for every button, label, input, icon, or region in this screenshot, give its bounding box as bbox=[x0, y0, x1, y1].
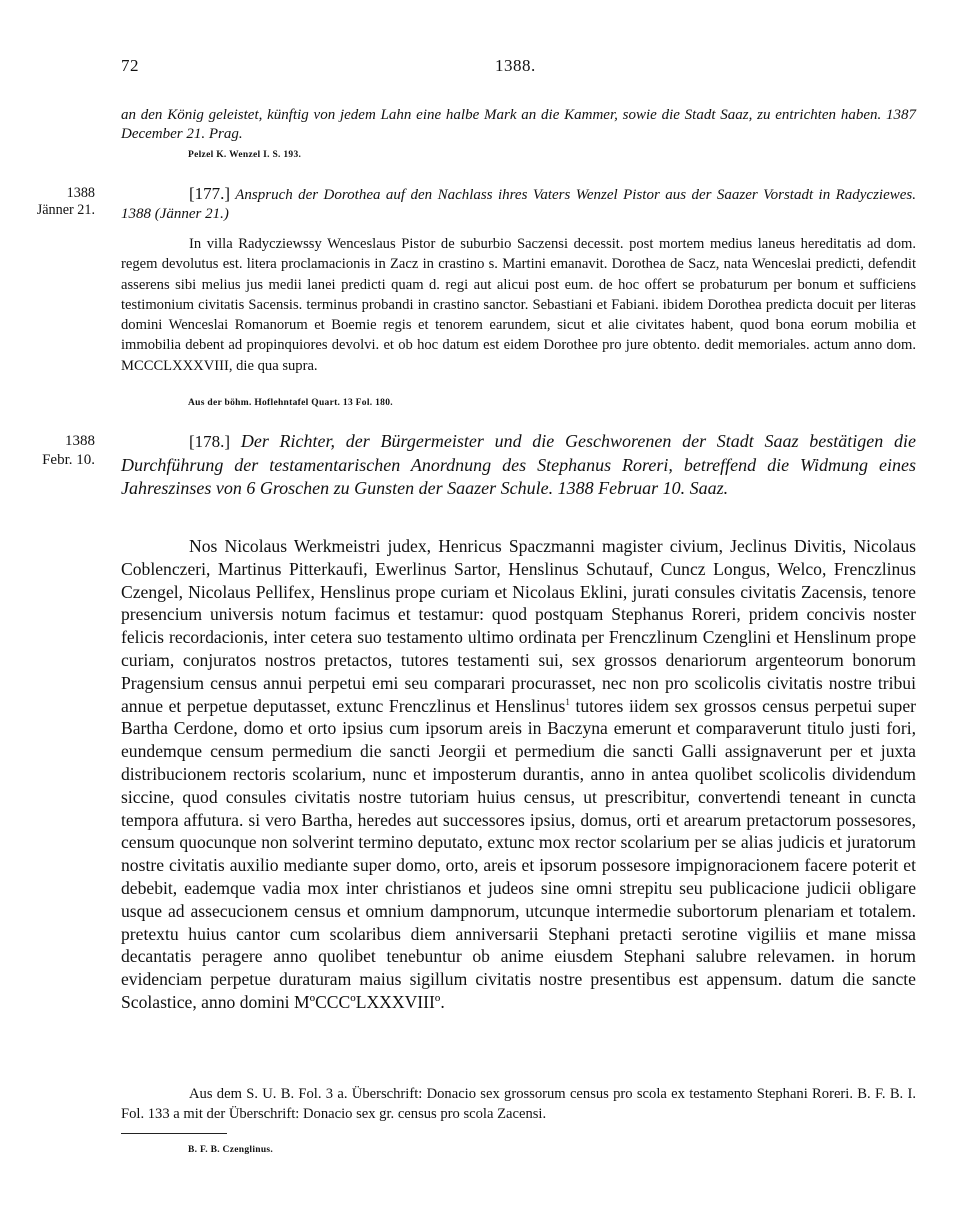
doc178-body-part1: Nos Nicolaus Werkmeistri judex, Henricus Spaczmanni magister civium, Jeclinus Divitis, Nicolaus Coblenczeri, Martinus Pitterkaufi, Ewerlinus Sartor, Henslinus Schutauf, Cuncz Longus, Welco, Frenczlinus Czengel, Nicolaus Pellifex, Henslinus prope curiam et Nicolaus Eklini, jurati consules civitatis Zacensis, tenore presencium universis notum facimus et testamur: quod postquam Stephanus Roreri, pridem concivis noster felicis recordacionis, inter cetera suo testamento ultimo ordinata per Frenczlinum Czenglini et Henslinum prope curiam, conjuratos nostros pretactos, tutores testamenti sui, sex grossos denariorum argenteorum bonorum Pragensium census annui perpetui emi seu comparari procurasset, nec non pro scolicolis civitatis nostre tribui annue et perpetue deputasset, extunc Frenczlinus et Henslinus bbox=[121, 536, 916, 716]
doc177-margin-note bbox=[0, 185, 95, 219]
doc177-header bbox=[121, 185, 916, 223]
doc177-number: [177.] bbox=[189, 184, 231, 203]
doc178-source-note: Aus dem S. U. B. Fol. 3 a. Überschrift: Donacio sex grossorum census pro scola ex testamento Stephani Roreri. B. F. B. I. Fol. 133 a mit der Überschrift: Donacio sex gr. census pro scola Zacensi. bbox=[121, 1086, 916, 1123]
doc178-margin-note bbox=[0, 432, 95, 470]
doc178-number: [178.] bbox=[189, 432, 231, 451]
doc178-margin-year: 1388 bbox=[65, 433, 95, 449]
doc178-heading: Der Richter, der Bürgermeister und die Geschworenen der Stadt Saaz bestätigen die Durchführung der testamentarischen Anordnung des Stephanus Roreri, betreffend die Widmung eines Jahreszinses von 6 Groschen zu Gunsten der Saazer Schule. 1388 Februar 10. Saaz. bbox=[121, 431, 917, 498]
doc178-header bbox=[121, 430, 916, 501]
footnote-rule bbox=[121, 1133, 227, 1134]
page-number: 72 bbox=[121, 56, 139, 75]
doc177-margin-date: Jänner 21. bbox=[36, 202, 95, 218]
doc177-source-note: Aus der böhm. Hoflehntafel Quart. 13 Fol. 180. bbox=[188, 398, 393, 408]
footnote: B. F. B. Czenglinus. bbox=[188, 1145, 274, 1155]
doc177-margin-year: 1388 bbox=[66, 185, 95, 201]
footnote-marker: 1 bbox=[565, 696, 570, 707]
previous-regest-tail: an den König geleistet, künftig von jedem Lahn eine halbe Mark an die Kammer, sowie die Stadt Saaz, zu entrichten haben. 1387 December 21. Prag. bbox=[121, 107, 916, 142]
doc178-margin-date: Febr. 10. bbox=[42, 452, 95, 468]
doc177-heading: Anspruch der Dorothea auf den Nachlass ihres Vaters Wenzel Pistor aus der Saazer Vorstadt in Radycziewes. 1388 (Jänner 21.) bbox=[121, 187, 917, 222]
doc178-body-part2: tutores iidem sex grossos census perpetui super Bartha Cerdone, domo et orto ipsius cum ipsorum areis in Baczyna emerunt et comparaverunt titulo justi fori, eundemque censum permedium die sancti Jeorgii et permedium die sancti Galli assignaverunt per et juxta distribucionem rectoris scolarium, nunc et imposterum durantis, anno in antea quolibet scolicolis dividendum siccine, quod consules civitatis nostre tutoriam huius census, ut prescribitur, convertendi teneant in cuncta tempora affutura. si vero Bartha, heredes aut successores ipsius, domus, orti et arearum pretactorum possesores, censum quocunque non solverint termino deputato, extunc mox rector scolarium per se alias judicis et juratorum nostre civitatis auxilio mediante super domo, orto, areis et ipsorum possesore impignoracionem facere poterit et debebit, eademque vadia mox inter christianos et judeos sine omni strepitu seu publicacione judicii obligare usque ad assecucionem census et omnium dampnorum, utcunque intermedie subortorum plenariam et totalem. pretextu huius cantor cum scolaribus diem anniversarii Stephani pretacti serotine vigiliis et mane missa decantatis peragere anno quolibet tenebuntur ob anime eiusdem Stephani salubre relevamen. in horum evidenciam perpetue duraturam maius sigillum civitatis nostre presentibus est appensum. datum die sancte Scolastice, anno domini MºCCCºLXXXVIIIº. bbox=[121, 695, 916, 1012]
doc177-body: In villa Radycziewssy Wenceslaus Pistor de suburbio Saczensi decessit. post mortem medius laneus hereditatis ad dom. regem devolutus est. litera proclamacionis in Zacz in crastino s. Martini emanavit. Dorothea de Sacz, nata Wenceslai predicti, defendit asserens sibi melius jus medii lanei predicti quam d. regi aut alicui post eum. de hoc offert se probaturum per bonum et sufficiens testimonium civitatis Sacensis. terminus probandi in crastino sanctor. Sebastiani et Fabiani. ibidem Dorothea predicta docuit per literas domini Wenceslai Romanorum et Boemie regis et tenorem earundem, sicut et alie civitates habent, quod bona eorum mobilia et immobilia debent ad propinquiores devolvi. et ob hoc datum est eidem Dorothee pro jure obtento. dedit memoriales. actum anno dom. MCCCLXXXVIII, die qua supra. bbox=[121, 236, 916, 374]
doc178-body bbox=[121, 535, 916, 1014]
running-head-year: 1388. bbox=[495, 56, 536, 75]
previous-source-note: Pelzel K. Wenzel I. S. 193. bbox=[188, 150, 302, 160]
